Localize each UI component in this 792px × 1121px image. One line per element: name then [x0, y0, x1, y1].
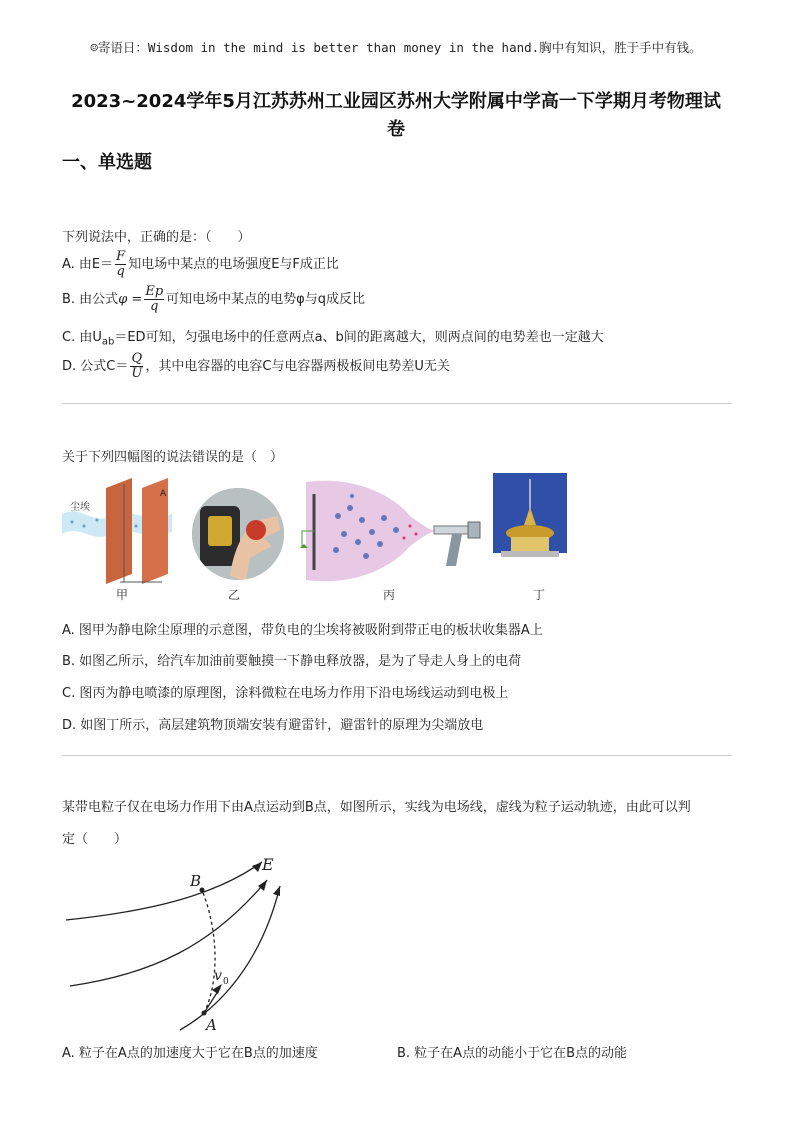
- q1-stem: 下列说法中，正确的是：（ ）: [62, 230, 251, 245]
- q1-option-a: [62, 250, 339, 279]
- section-heading: 一、单选题: [62, 152, 152, 173]
- caption-ding: 丁: [533, 588, 546, 602]
- divider: [62, 403, 732, 404]
- q1-d-den: U: [131, 366, 143, 381]
- q1-a-den: q: [116, 264, 125, 279]
- label-A: A: [206, 1016, 217, 1034]
- q1-a-prefix: A. 由E＝: [62, 257, 114, 272]
- q3-stem-line-2: 定（ ）: [62, 832, 128, 847]
- q1-b-fraction: [144, 285, 164, 314]
- page-title: [40, 88, 752, 144]
- figure-ding-lightning-rod: [493, 473, 567, 577]
- caption-yi: 乙: [228, 588, 241, 602]
- title-line-1: 2023~2024学年5月江苏苏州工业园区苏州大学附属中学高一下学期月考物理试: [71, 91, 721, 112]
- q2-option-b: B. 如图乙所示，给汽车加油前要触摸一下静电释放器，是为了导走人身上的电荷: [62, 654, 522, 669]
- q1-option-b: [62, 285, 365, 314]
- q3-option-b: B. 粒子在A点的动能小于它在B点的动能: [397, 1046, 627, 1061]
- q1-b-num: Ep: [145, 284, 164, 299]
- q1-c-text: ＝ED可知，匀强电场中的任意两点a、b间的距离越大，则两点间的电势差也一定越大: [114, 330, 604, 345]
- label-B: B: [190, 872, 202, 890]
- q2-stem: 关于下列四幅图的说法错误的是（ ）: [62, 450, 284, 465]
- q1-a-num: F: [116, 249, 126, 264]
- q1-d-prefix: D. 公式C＝: [62, 359, 129, 374]
- field-line: [66, 862, 262, 920]
- q2-option-d: D. 如图丁所示，高层建筑物顶端安装有避雷针，避雷针的原理为尖端放电: [62, 718, 484, 733]
- q1-d-num: Q: [131, 351, 143, 366]
- figure-electric-field-trajectory: [62, 850, 302, 1034]
- q1-c-subscript: ab: [101, 336, 115, 348]
- label-v-subscript: 0: [223, 977, 229, 987]
- divider: [62, 755, 732, 756]
- q1-b-prefix: B. 由公式: [62, 292, 119, 307]
- plate-label: A: [160, 489, 167, 499]
- q1-a-text: 知电场中某点的电场强度E与F成正比: [128, 257, 339, 272]
- figure-yi-static-discharger: [190, 486, 286, 582]
- arrow-head: [273, 886, 280, 896]
- arrow-head: [212, 984, 222, 994]
- particle-trajectory: [202, 890, 215, 1013]
- label-v: v: [214, 968, 222, 984]
- label-E: E: [262, 855, 274, 874]
- q2-option-a: A. 图甲为静电除尘原理的示意图，带负电的尘埃将被吸附到带正电的板状收集器A上: [62, 623, 543, 638]
- field-line: [70, 880, 267, 986]
- q1-b-text: 可知电场中某点的电势φ与q成反比: [166, 292, 365, 307]
- q1-option-c: [62, 326, 604, 348]
- q1-b-phi: φ =: [118, 292, 143, 307]
- figure-bing-electrostatic-spraying: [300, 476, 486, 586]
- title-line-2: 卷: [387, 119, 405, 140]
- point-A: [202, 1011, 207, 1016]
- caption-jia: 甲: [116, 588, 129, 602]
- caption-bing: 丙: [383, 588, 396, 602]
- q1-option-d: [62, 352, 450, 381]
- motto: ☺寄语日：Wisdom in the mind is better than money in the hand.胸中有知识，胜于手中有钱。: [90, 40, 702, 55]
- arrow-head: [252, 862, 262, 872]
- q1-c-prefix: C. 由U: [62, 330, 102, 345]
- q1-d-fraction: [130, 352, 143, 381]
- figure-jia-electrostatic-precipitator: [62, 474, 180, 586]
- dust-label: 尘埃: [70, 502, 90, 513]
- q3-option-a: A. 粒子在A点的加速度大于它在B点的加速度: [62, 1046, 318, 1061]
- q2-option-c: C. 图丙为静电喷漆的原理图，涂料微粒在电场力作用下沿电场线运动到电极上: [62, 686, 509, 701]
- q3-stem-line-1: 某带电粒子仅在电场力作用下由A点运动到B点，如图所示，实线为电场线，虚线为粒子运动轨迹，由此可以判: [62, 800, 691, 815]
- q1-d-text: ，其中电容器的电容C与电容器两极板间电势差U无关: [145, 359, 450, 374]
- q1-b-den: q: [150, 299, 159, 314]
- q1-a-fraction: [115, 250, 126, 279]
- field-line: [180, 886, 280, 1030]
